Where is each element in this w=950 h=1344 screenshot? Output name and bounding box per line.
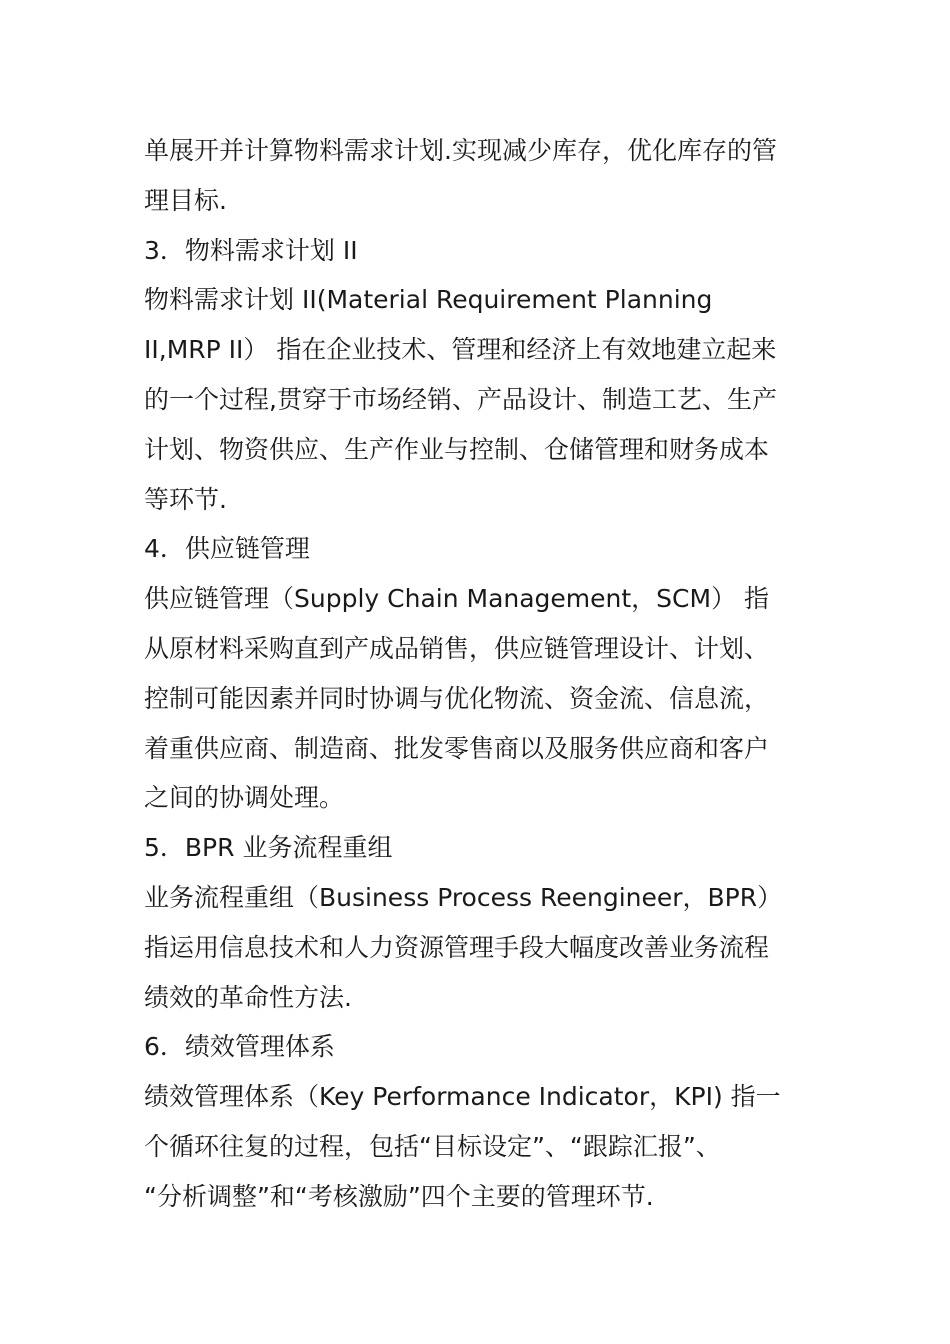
text-line: 单展开并计算物料需求计划.实现减少库存，优化库存的管 [144, 136, 777, 165]
text-line: 指运用信息技术和人力资源管理手段大幅度改善业务流程 [144, 932, 770, 962]
text-line: 计划、物资供应、生产作业与控制、仓储管理和财务成本 [144, 434, 770, 464]
text-line: 的一个过程,贯穿于市场经销、产品设计、制造工艺、生产 [144, 384, 777, 414]
section-heading: 3．物料需求计划 II [144, 235, 358, 265]
section-heading: 5．BPR 业务流程重组 [144, 833, 393, 863]
text-line: 之间的协调处理。 [144, 783, 345, 813]
text-line: 控制可能因素并同时协调与优化物流、资金流、信息流， [144, 683, 770, 713]
text-line: 供应链管理（Supply Chain Management，SCM） 指 [144, 584, 770, 614]
text-line: 从原材料采购直到产成品销售，供应链管理设计、计划、 [144, 633, 770, 663]
section-heading: 6．绩效管理体系 [144, 1032, 335, 1062]
text-line: 个循环往复的过程，包括“目标设定”、“跟踪汇报”、 [144, 1131, 721, 1161]
text-line: 业务流程重组（Business Process Reengineer，BPR） [144, 882, 783, 912]
text-line: II,MRP II） 指在企业技术、管理和经济上有效地建立起来 [144, 335, 777, 365]
text-line: 等环节. [144, 484, 227, 514]
text-line: 理目标. [144, 185, 227, 215]
text-line: 绩效的革命性方法. [144, 982, 352, 1012]
text-line: 物料需求计划 II(Material Requirement Planning [144, 285, 713, 315]
text-line: “分析调整”和“考核激励”四个主要的管理环节. [144, 1181, 654, 1211]
document-body [144, 126, 804, 1222]
text-line: 绩效管理体系（Key Performance Indicator，KPI) 指一 [144, 1082, 781, 1112]
section-heading: 4．供应链管理 [144, 534, 310, 564]
text-line: 着重供应商、制造商、批发零售商以及服务供应商和客户 [144, 733, 770, 763]
